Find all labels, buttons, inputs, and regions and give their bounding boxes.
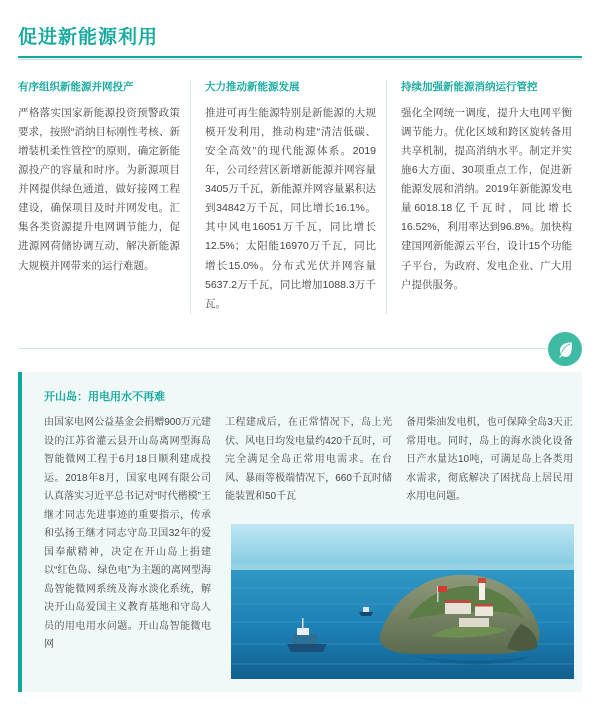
case-study-title: 开山岛：用电用水不再难 <box>44 391 165 403</box>
case-study-panel <box>18 372 582 692</box>
page-title: 促进新能源利用 <box>18 27 159 48</box>
column-1 <box>18 80 190 314</box>
title-rule <box>18 56 582 58</box>
section-divider <box>18 348 582 349</box>
column-1-heading: 有序组织新能源并网投产 <box>18 81 134 93</box>
column-3-body: 强化全网统一调度，提升大电网平衡调节能力。优化区域和跨区旋转备用共享机制，提高消纳水平。制定并实施6大方面、30项重点工作，促进新能源发展和消纳。2019年新能源发电量6018.18亿千瓦时，同比增长16.52%，利用率达到96.8%。加快构建国网新能源云平台，设计15个功能子平台，为政府、发电企业、广大用户提供服务。 <box>401 106 572 291</box>
column-2 <box>190 80 386 314</box>
island-photo <box>231 524 574 679</box>
column-3 <box>386 80 582 314</box>
column-1-body: 严格落实国家新能源投资预警政策要求，按照“消纳目标刚性考核、新增装机柔性管控”的原则，确定新能源投产的容量和时序。为新源项目并网提供绿色通道，做好接网工程建设，确保项目及时并网发电。汇集各类资源提升电网调节能力，促进源网荷储协调互动，解决新能源大规模并网带来的运行难题。 <box>18 106 180 272</box>
case-study-paragraph-1: 由国家电网公益基金会捐赠900万元建设的江苏省灌云县开山岛离网型海岛智能微网工程于6月18日顺利建成投运。2018年8月，国家电网有限公司认真落实习近平总书记对“时代楷模”王继才同志先进事迹的重要指示，传承和弘扬王继才同志守岛卫国32年的爱国奉献精神，决定在开山岛上捐建以“红色岛、绿色电”为主题的离网型海岛智能微网系统及海水淡化系统，解决开山岛爱国主义教育基地和守岛人员的用电用水问题。开山岛智能微电网 <box>44 417 211 650</box>
case-study-paragraph-3: 备用柴油发电机，也可保障全岛3天正常用电。同时，岛上的海水淡化设备日产水量达10吨，可满足岛上各类用水需求，彻底解决了困扰岛上居民用水用电问题。 <box>406 417 573 502</box>
title-rule-secondary <box>18 59 582 60</box>
column-3-heading: 持续加强新能源消纳运行管控 <box>401 81 538 93</box>
three-column-section <box>18 80 582 314</box>
leaf-icon <box>548 332 582 366</box>
column-2-heading: 大力推动新能源发展 <box>205 81 300 93</box>
column-2-body: 推进可再生能源特别是新能源的大规模开发利用，推动构建“清洁低碳、安全高效”的现代能源体系。2019年，公司经营区新增新能源并网容量3405万千瓦，新能源并网容量累积达到34842万千瓦，同比增长16.1%。其中风电16051万千瓦，同比增长12.5%；太阳能16970万千瓦，同比增长15.0%。分布式光伏并网容量5637.2万千瓦，同比增加1088.3万千瓦。 <box>205 106 376 310</box>
case-study-paragraph-2: 工程建成后，在正常情况下，岛上光伏、风电日均发电量约420千瓦时，可完全满足全岛正常用电需求。在台风、暴雨等极端情况下，660千瓦时储能装置和50千瓦 <box>225 417 392 502</box>
